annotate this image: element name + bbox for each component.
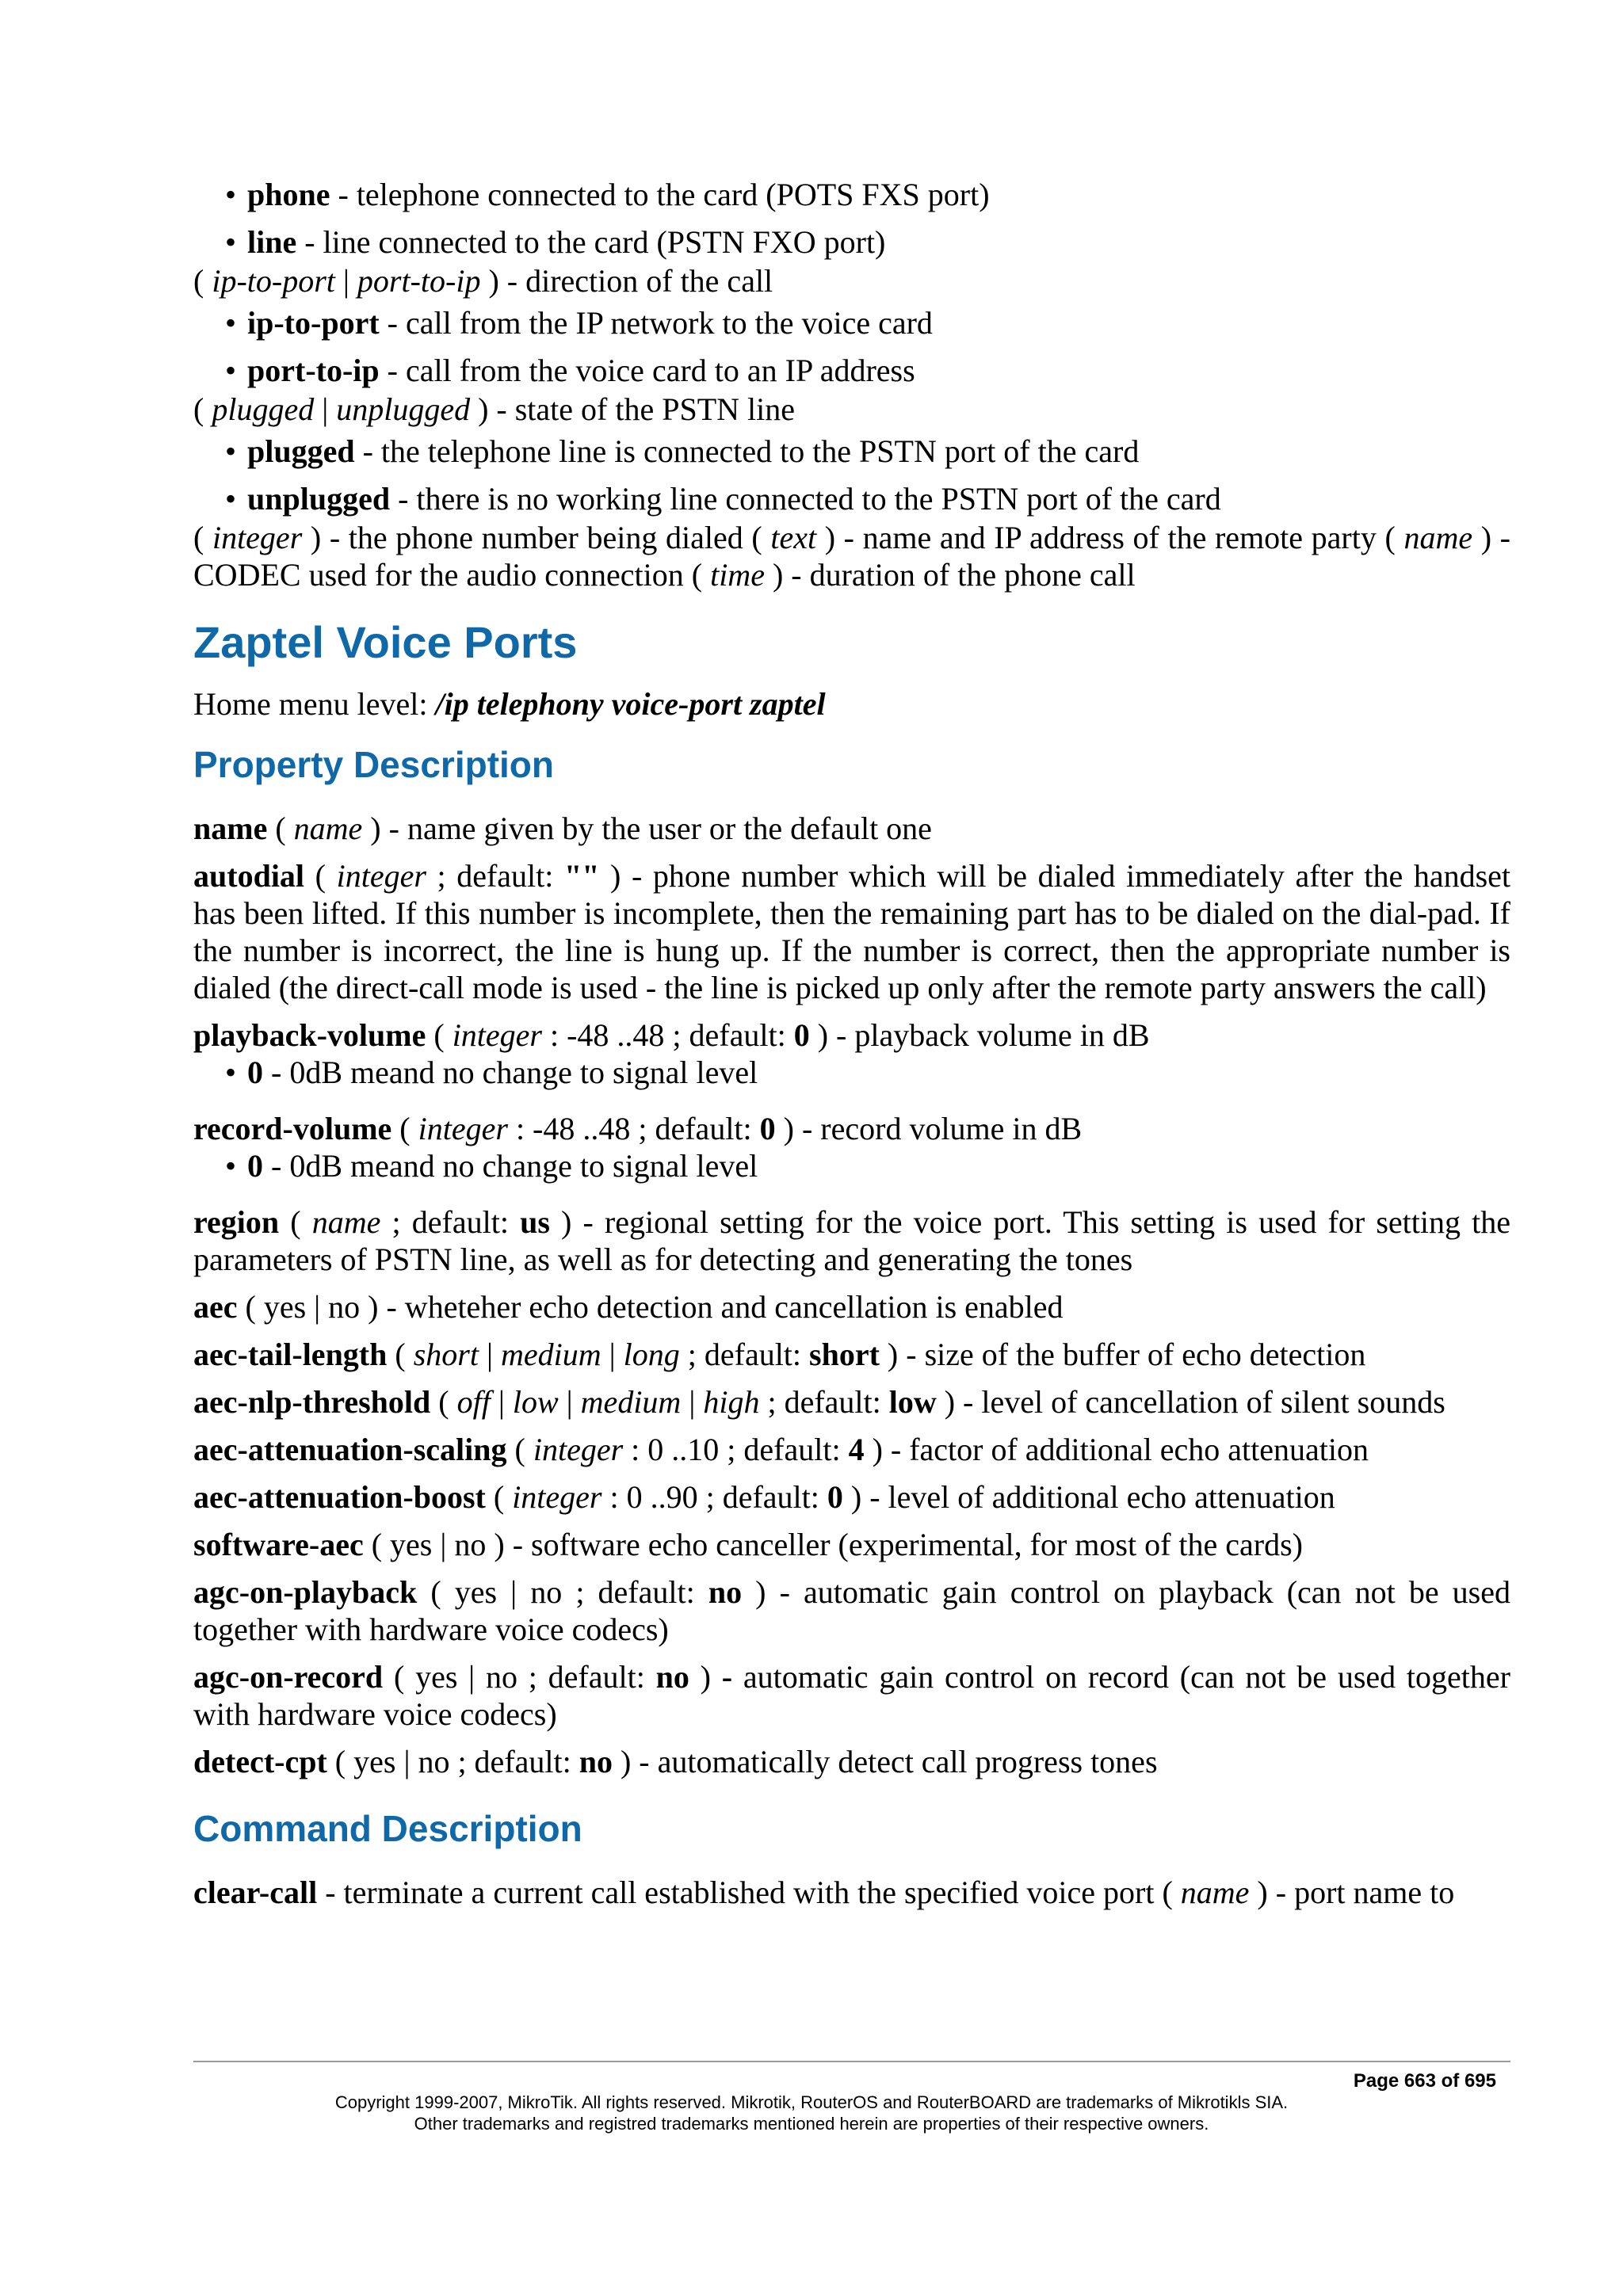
prop-term: agc-on-playback <box>193 1574 418 1610</box>
type-text: integer <box>212 520 303 555</box>
list-term: phone <box>247 177 330 212</box>
option-text: port-to-ip <box>357 263 481 299</box>
default-value: 0 <box>793 1017 810 1053</box>
default-value: us <box>520 1204 550 1240</box>
default-value: no <box>579 1744 613 1779</box>
list-item <box>193 223 1510 261</box>
text: ( <box>304 858 337 894</box>
prop-aec-attenuation-boost <box>193 1478 1510 1516</box>
type-text: integer <box>452 1017 542 1053</box>
misc-paragraph <box>193 519 1510 593</box>
type-text: time <box>710 557 765 593</box>
prop-name <box>193 810 1510 847</box>
type-text: name <box>311 1204 381 1240</box>
text: ) - size of the buffer of echo detection <box>879 1337 1366 1372</box>
prop-aec <box>193 1288 1510 1325</box>
text: ; default: <box>380 1204 521 1240</box>
default-value: short <box>809 1337 880 1372</box>
cmd-term: clear-call <box>193 1875 318 1910</box>
copyright-line: Copyright 1999-2007, MikroTik. All rights reserved. Mikrotik, RouterOS and RouterBOARD are trademarks of Mikrotikls SIA. <box>334 2092 1289 2112</box>
prop-aec-tail-length <box>193 1336 1510 1373</box>
list-term: plugged <box>247 433 355 469</box>
prop-autodial <box>193 857 1510 1006</box>
list-item <box>193 304 1510 341</box>
default-value: 0 <box>759 1111 776 1146</box>
type-text: integer <box>512 1479 602 1515</box>
prop-term: aec-attenuation-scaling <box>193 1432 507 1467</box>
text: ; default: <box>426 858 565 894</box>
text: ( yes | no ) - software echo canceller (experimental, for most of the cards) <box>363 1527 1303 1562</box>
list-term: ip-to-port <box>247 305 380 341</box>
text: ) - regional setting for the voice port. This setting is used for setting the parameters of PSTN line, as well as for detecting and generating the tones <box>193 1204 1511 1277</box>
footer-divider <box>193 2061 1510 2062</box>
state-line <box>193 391 1510 428</box>
prop-term: playback-volume <box>193 1017 426 1053</box>
type-text: name <box>1180 1875 1250 1910</box>
default-value: 0 <box>827 1479 843 1515</box>
option-text: long <box>623 1337 680 1372</box>
separator: | <box>558 1384 581 1420</box>
list-item <box>193 1147 1510 1184</box>
text: - terminate a current call established with the specified voice port ( <box>317 1875 1181 1910</box>
text: ( <box>426 1017 453 1053</box>
text: ) - CODEC used for the audio connection ( <box>193 520 1510 593</box>
separator: | <box>314 391 337 427</box>
option-text: unplugged <box>336 391 471 427</box>
list-desc: - 0dB meand no change to signal level <box>263 1148 758 1184</box>
prop-record-volume <box>193 1110 1510 1147</box>
text: ) - level of cancellation of silent sounds <box>936 1384 1445 1420</box>
prop-term: record-volume <box>193 1111 392 1146</box>
prop-term: autodial <box>193 858 305 894</box>
trademark-line: Other trademarks and registred trademarks mentioned herein are properties of their respective owners. <box>414 2114 1209 2134</box>
text: ) - duration of the phone call <box>764 557 1136 593</box>
list-term: line <box>247 224 297 260</box>
option-text: high <box>703 1384 760 1420</box>
section-title: Zaptel Voice Ports <box>193 617 578 667</box>
list-item <box>193 352 1510 389</box>
list-item <box>193 176 1510 213</box>
text: ) - automatic gain control on playback (can not be used together with hardware voice codecs) <box>193 1574 1510 1647</box>
prop-region <box>193 1203 1510 1278</box>
option-text: ip-to-port <box>212 263 335 299</box>
page-number: Page 663 of 695 <box>1353 2070 1496 2092</box>
text: ( <box>387 1337 414 1372</box>
prop-term: agc-on-record <box>193 1659 384 1695</box>
list-desc: - the telephone line is connected to the PSTN port of the card <box>354 433 1140 469</box>
desc-text: ) - direction of the call <box>480 263 773 299</box>
prop-term: aec <box>193 1289 238 1325</box>
text: ( yes | no ; default: <box>383 1659 656 1695</box>
text: : 0 ..10 ; default: <box>623 1432 849 1467</box>
text: ) - level of additional echo attenuation <box>842 1479 1335 1515</box>
text: ) - factor of additional echo attenuation <box>864 1432 1369 1467</box>
list-desc: - call from the IP network to the voice card <box>379 305 933 341</box>
paren-text: ( <box>193 263 212 299</box>
text: ) - playback volume in dB <box>809 1017 1150 1053</box>
text: ) - automatically detect call progress tones <box>612 1744 1158 1779</box>
list-term: unplugged <box>247 481 391 517</box>
text: ) - phone number which will be dialed immediately after the handset has been lifted. If this number is incomplete, then the remaining part has to be dialed on the dial-pad. If the number is incorrect, the line is hung up. If the number is correct, then the appropriate number is dialed (the direct-call mode is used - the line is picked up only after the remote party answers the call) <box>193 858 1511 1005</box>
prop-software-aec <box>193 1526 1510 1563</box>
list-term: port-to-ip <box>247 353 380 388</box>
option-text: off <box>456 1384 491 1420</box>
home-menu-label: Home menu level: <box>193 686 436 722</box>
separator: | <box>478 1337 501 1372</box>
option-text: medium <box>580 1384 682 1420</box>
type-text: integer <box>533 1432 624 1467</box>
default-value: "" <box>564 858 600 894</box>
command-description-heading: Command Description <box>193 1808 582 1849</box>
option-text: low <box>512 1384 559 1420</box>
prop-term: name <box>193 810 268 846</box>
option-text: plugged <box>212 391 315 427</box>
prop-term: aec-attenuation-boost <box>193 1479 486 1515</box>
list-term: 0 <box>247 1148 263 1184</box>
text: ) - the phone number being dialed ( <box>302 520 771 555</box>
default-value: no <box>708 1574 743 1610</box>
prop-aec-attenuation-scaling <box>193 1431 1510 1468</box>
text: ( <box>430 1384 457 1420</box>
prop-aec-nlp-threshold <box>193 1383 1510 1421</box>
prop-term: software-aec <box>193 1527 364 1562</box>
default-value: 4 <box>848 1432 865 1467</box>
desc-text: ) - state of the PSTN line <box>470 391 796 427</box>
text: ) <box>689 1659 722 1695</box>
text: ( yes | no ; default: <box>417 1574 708 1610</box>
prop-term: aec-tail-length <box>193 1337 388 1372</box>
text: : -48 ..48 ; default: <box>542 1017 794 1053</box>
type-text: name <box>293 810 363 846</box>
text: ( <box>391 1111 418 1146</box>
text: ) - port name to <box>1249 1875 1455 1910</box>
direction-line <box>193 262 1510 299</box>
home-menu-path: /ip telephony voice-port zaptel <box>435 686 826 722</box>
document-page <box>193 176 1510 1921</box>
option-text: medium <box>500 1337 601 1372</box>
prop-term: region <box>193 1204 280 1240</box>
list-item <box>193 433 1510 470</box>
option-text: short <box>413 1337 479 1372</box>
list-desc: - call from the voice card to an IP address <box>379 353 915 388</box>
dash: - <box>721 1659 733 1695</box>
text: ( <box>485 1479 513 1515</box>
prop-term: detect-cpt <box>193 1744 327 1779</box>
text: ( yes | no ; default: <box>327 1744 579 1779</box>
text: ( <box>193 520 212 555</box>
default-value: low <box>888 1384 937 1420</box>
type-text: text <box>770 520 817 555</box>
text: ) - name given by the user or the default one <box>362 810 932 846</box>
text: ( yes | no ) - wheteher echo detection and cancellation is enabled <box>237 1289 1064 1325</box>
prop-playback-volume <box>193 1016 1510 1054</box>
prop-agc-on-playback <box>193 1573 1510 1648</box>
home-menu-line <box>193 685 1510 723</box>
type-text: name <box>1403 520 1473 555</box>
text: automatic gain control on record (can not be used together with hardware voice codecs) <box>193 1659 1510 1732</box>
list-term: 0 <box>247 1055 263 1090</box>
list-desc: - there is no working line connected to the PSTN port of the card <box>390 481 1221 517</box>
text: ( <box>267 810 294 846</box>
paren-text: ( <box>193 391 212 427</box>
list-desc: - line connected to the card (PSTN FXO port) <box>296 224 886 260</box>
text: : -48 ..48 ; default: <box>507 1111 760 1146</box>
list-desc: - telephone connected to the card (POTS FXS port) <box>330 177 990 212</box>
text: ; default: <box>679 1337 810 1372</box>
default-value: no <box>655 1659 689 1695</box>
text: ) - record volume in dB <box>775 1111 1083 1146</box>
list-item <box>193 1054 1510 1091</box>
text: ( <box>506 1432 533 1467</box>
type-text: integer <box>418 1111 508 1146</box>
text: ; default: <box>759 1384 889 1420</box>
text: ( <box>279 1204 312 1240</box>
list-desc: - 0dB meand no change to signal level <box>263 1055 758 1090</box>
separator: | <box>490 1384 513 1420</box>
text: : 0 ..90 ; default: <box>601 1479 827 1515</box>
separator: | <box>601 1337 624 1372</box>
cmd-clear-call <box>193 1874 1510 1911</box>
type-text: integer <box>336 858 426 894</box>
separator: | <box>681 1384 704 1420</box>
separator: | <box>334 263 357 299</box>
text: ) - name and IP address of the remote party ( <box>816 520 1404 555</box>
list-item <box>193 480 1510 517</box>
prop-agc-on-record <box>193 1658 1510 1733</box>
prop-detect-cpt <box>193 1743 1510 1780</box>
prop-term: aec-nlp-threshold <box>193 1384 431 1420</box>
property-description-heading: Property Description <box>193 744 554 785</box>
